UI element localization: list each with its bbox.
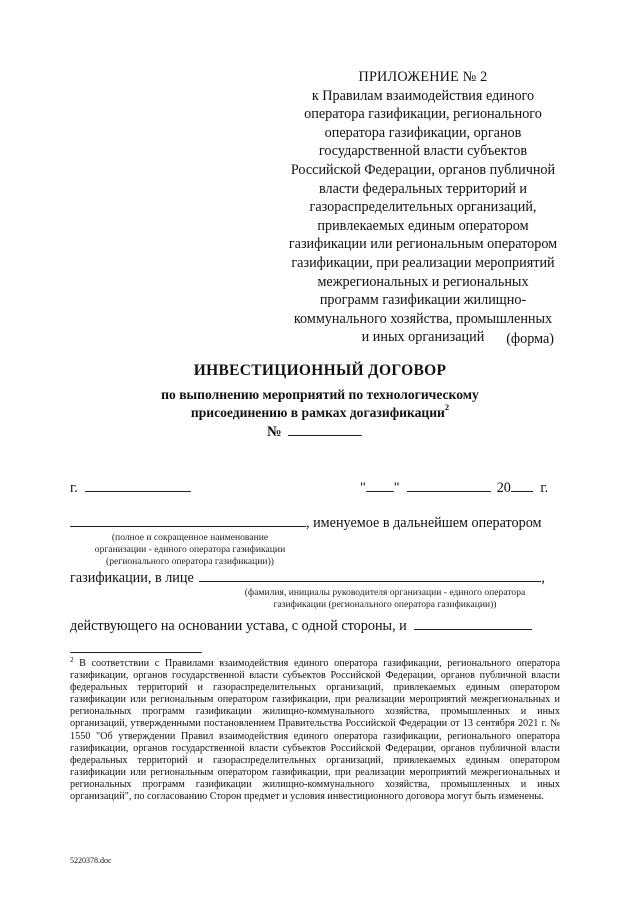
quote-open: "	[360, 480, 366, 496]
quote-close: "	[393, 480, 400, 496]
subtitle-line	[100, 404, 540, 422]
month-blank-line	[407, 478, 491, 492]
footnote-marker: 2	[70, 656, 74, 664]
appendix-line: Российской Федерации, органов публичной	[290, 161, 556, 178]
file-identifier: 5220378.doc	[70, 856, 112, 865]
appendix-line: газификации или региональным оператором	[288, 236, 558, 253]
appendix-line: привлекаемых единым оператором	[317, 217, 529, 234]
footnote-separator	[70, 652, 202, 653]
named-as-text: , именуемое в дальнейшем оператором	[306, 515, 542, 531]
year-prefix: 20	[496, 480, 511, 496]
organization-hint	[74, 532, 306, 569]
appendix-line: государственной власти субъектов	[318, 143, 528, 160]
document-subtitle	[100, 386, 540, 422]
number-sign: №	[267, 424, 282, 440]
appendix-line: программ газификации жилищно-	[319, 292, 527, 309]
hint-line: организации - единого оператора газификации	[94, 544, 286, 556]
number-blank-line	[288, 422, 362, 436]
document-title: ИНВЕСТИЦИОННЫЙ ДОГОВОР	[193, 362, 447, 379]
year-blank-line	[511, 478, 533, 492]
acting-row	[70, 616, 532, 635]
appendix-line: газораспределительных организаций,	[309, 199, 537, 216]
in-person-text: газификации, в лице	[70, 570, 194, 586]
appendix-header	[258, 68, 588, 347]
appendix-line: оператора газификации, органов	[324, 124, 522, 141]
hint-line: (регионального оператора газификации))	[106, 556, 274, 568]
hint-line: (фамилия, инициалы руководителя организации - единого оператора	[244, 587, 526, 598]
representative-hint	[210, 587, 560, 611]
appendix-title: ПРИЛОЖЕНИЕ № 2	[358, 69, 488, 85]
subtitle-line: по выполнению мероприятий по технологическому	[161, 387, 479, 402]
representative-row	[70, 568, 545, 587]
city-prefix: г.	[70, 480, 78, 496]
form-label: (форма)	[506, 331, 554, 347]
appendix-line: межрегиональных и региональных	[317, 273, 529, 290]
footnote-reference: 2	[444, 402, 450, 412]
counterparty-blank-line	[414, 616, 532, 630]
document-number	[267, 422, 362, 441]
appendix-line: коммунального хозяйства, промышленных	[293, 310, 553, 327]
appendix-line: и иных организаций	[361, 329, 485, 346]
hint-line: газификации (регионального оператора газификации))	[273, 599, 497, 611]
appendix-line: оператора газификации, регионального	[304, 106, 542, 123]
hint-line: (полное и сокращенное наименование	[111, 532, 269, 543]
year-suffix: г.	[540, 480, 549, 496]
day-blank-line	[366, 478, 394, 492]
appendix-line: власти федеральных территорий и	[319, 180, 527, 197]
subtitle-text: присоединению в рамках догазификации	[190, 405, 445, 420]
representative-blank-line	[199, 568, 541, 582]
city-field	[70, 478, 191, 497]
comma: ,	[541, 570, 545, 586]
organization-row	[70, 513, 542, 532]
footnote	[70, 658, 560, 803]
footnote-text: В соответствии с Правилами взаимодействия единого оператора газификации, регионального оператора газификации, органов государственной власти субъектов Российской Федерации, органов публичной власти федеральных территорий и газораспределительных организаций, привлекаемых единым оператором газификации или региональным оператором газификации, при реализации мероприятий межрегиональных и региональных программ газификации жилищно-коммунального хозяйства, промышленных и иных организаций, утвержденными постановлением Правительства Российской Федерации от 13 сентября 2021 г. № 1550 "Об утверждении Правил взаимодействия единого оператора газификации, регионального оператора газификации, органов государственной власти субъектов Российской Федерации, органов публичной власти федеральных территорий и газораспределительных организаций, привлекаемых единым оператором газификации или региональным оператором газификации, при реализации мероприятий межрегиональных и региональных программ газификации жилищно-коммунального хозяйства, промышленных и иных организаций", по согласованию Сторон предмет и условия инвестиционного договора могут быть изменены.	[70, 658, 561, 803]
organization-blank-line	[70, 513, 306, 527]
acting-text: действующего на основании устава, с одной стороны, и	[70, 618, 407, 634]
appendix-line: к Правилам взаимодействия единого	[311, 87, 535, 104]
date-field	[360, 478, 548, 497]
appendix-line: газификации, при реализации мероприятий	[291, 254, 555, 271]
city-blank-line	[85, 478, 191, 492]
